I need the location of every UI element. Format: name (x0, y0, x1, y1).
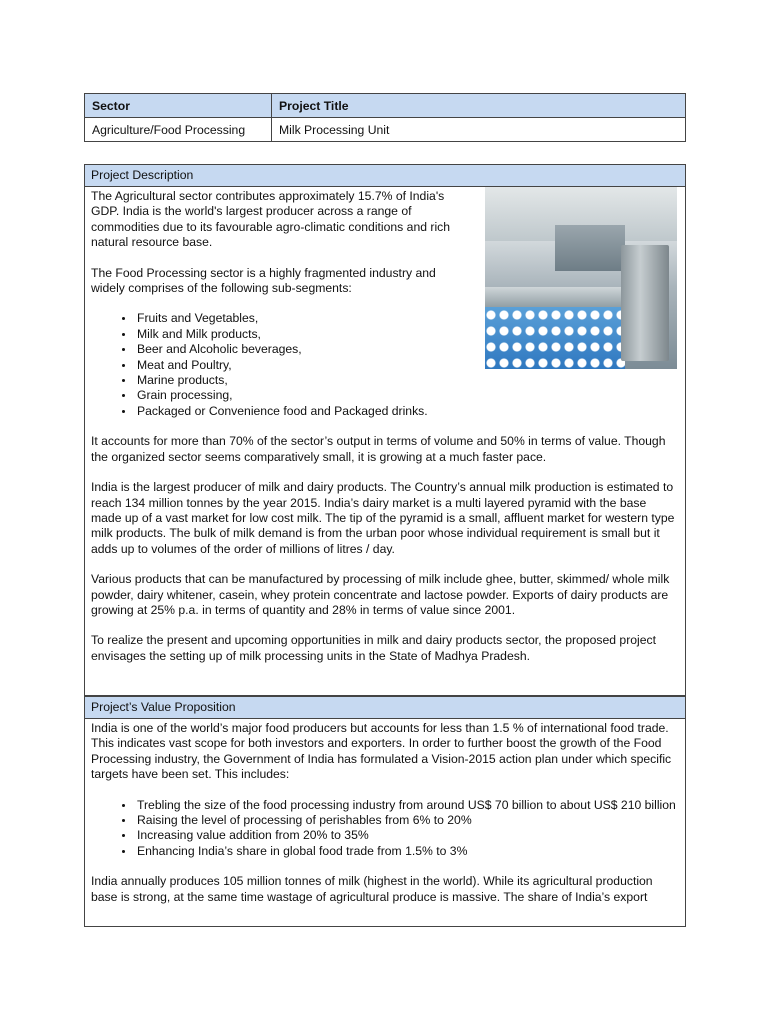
sector-table (84, 93, 686, 142)
list-item: • Milk and Milk products, (135, 327, 679, 342)
value-proposition-body (85, 719, 685, 922)
milk-processing-photo (485, 187, 677, 369)
description-paragraph-5: Various products that can be manufactured by processing of milk include ghee, butter, skimmed/ whole milk powder, dairy whitener, casein, whey protein concentrate and lactose powder. Exports of dairy products are growing at 25% p.a. in terms of quantity and 28% in terms of value since 2001. (91, 572, 670, 617)
sector-value: Agriculture/Food Processing (85, 118, 272, 142)
list-item: • Packaged or Convenience food and Packaged drinks. (135, 404, 679, 419)
description-paragraph-2: The Food Processing sector is a highly fragmented industry and widely comprises of the following sub-segments: (91, 265, 436, 296)
value-paragraph-1: India is one of the world’s major food producers but accounts for less than 1.5 % of international food trade. This indicates vast scope for both investors and exporters. In order to further boost the growth of the Food Processing industry, the Government of India has formulated a Vision-2015 action plan under which specific targets have been set. This includes: (91, 721, 672, 782)
project-title-header: Project Title (272, 94, 686, 118)
sector-header: Sector (85, 94, 272, 118)
description-paragraph-3: It accounts for more than 70% of the sector’s output in terms of volume and 50% in terms of value. Though the organized sector seems comparatively small, it is growing at a much faster pace. (91, 434, 666, 464)
value-proposition-heading: Project’s Value Proposition (85, 697, 685, 719)
description-paragraph-6: To realize the present and upcoming opportunities in milk and dairy products sector, the proposed project envisages the setting up of milk processing units in the State of Madhya Pradesh. (91, 633, 657, 663)
list-item: • Raising the level of processing of perishables from 6% to 20% (135, 813, 677, 828)
value-proposition-section (84, 696, 686, 927)
vision-targets-list (91, 798, 679, 860)
list-item: • Marine products, (135, 373, 679, 388)
list-item: • Enhancing India’s share in global food trade from 1.5% to 3% (135, 844, 677, 859)
description-paragraph-4: India is the largest producer of milk and dairy products. The Country’s annual milk production is estimated to reach 134 million tonnes by the year 2015. India’s dairy market is a multi layered pyramid with the base made up of a vast market for low cost milk. The tip of the pyramid is a small, affluent market for western type milk products. The bulk of milk demand is from the urban poor whose individual requirement is small but it adds up to volumes of the order of millions of litres / day. (91, 480, 675, 556)
project-title-value: Milk Processing Unit (272, 118, 686, 142)
list-item: • Grain processing, (135, 388, 679, 403)
list-item: • Increasing value addition from 20% to 35% (135, 828, 677, 843)
value-paragraph-2: India annually produces 105 million tonnes of milk (highest in the world). While its agricultural production base is strong, at the same time wastage of agricultural produce is massive. The share of India’s export (91, 874, 653, 904)
list-item: • Beer and Alcoholic beverages, (135, 342, 679, 357)
sector-table-row (85, 118, 686, 142)
project-description-section (84, 164, 686, 696)
list-item: • Trebling the size of the food processing industry from around US$ 70 billion to about US$ 210 billion (135, 798, 677, 813)
sector-table-header (85, 94, 686, 118)
list-item: • Fruits and Vegetables, (135, 311, 679, 326)
project-description-heading: Project Description (85, 165, 685, 187)
description-paragraph-1: The Agricultural sector contributes approximately 15.7% of India's GDP. India is the world's largest producer across a range of commodities due to its favourable agro-climatic conditions and rich natural resource base. (91, 189, 451, 250)
list-item: • Meat and Poultry, (135, 358, 679, 373)
